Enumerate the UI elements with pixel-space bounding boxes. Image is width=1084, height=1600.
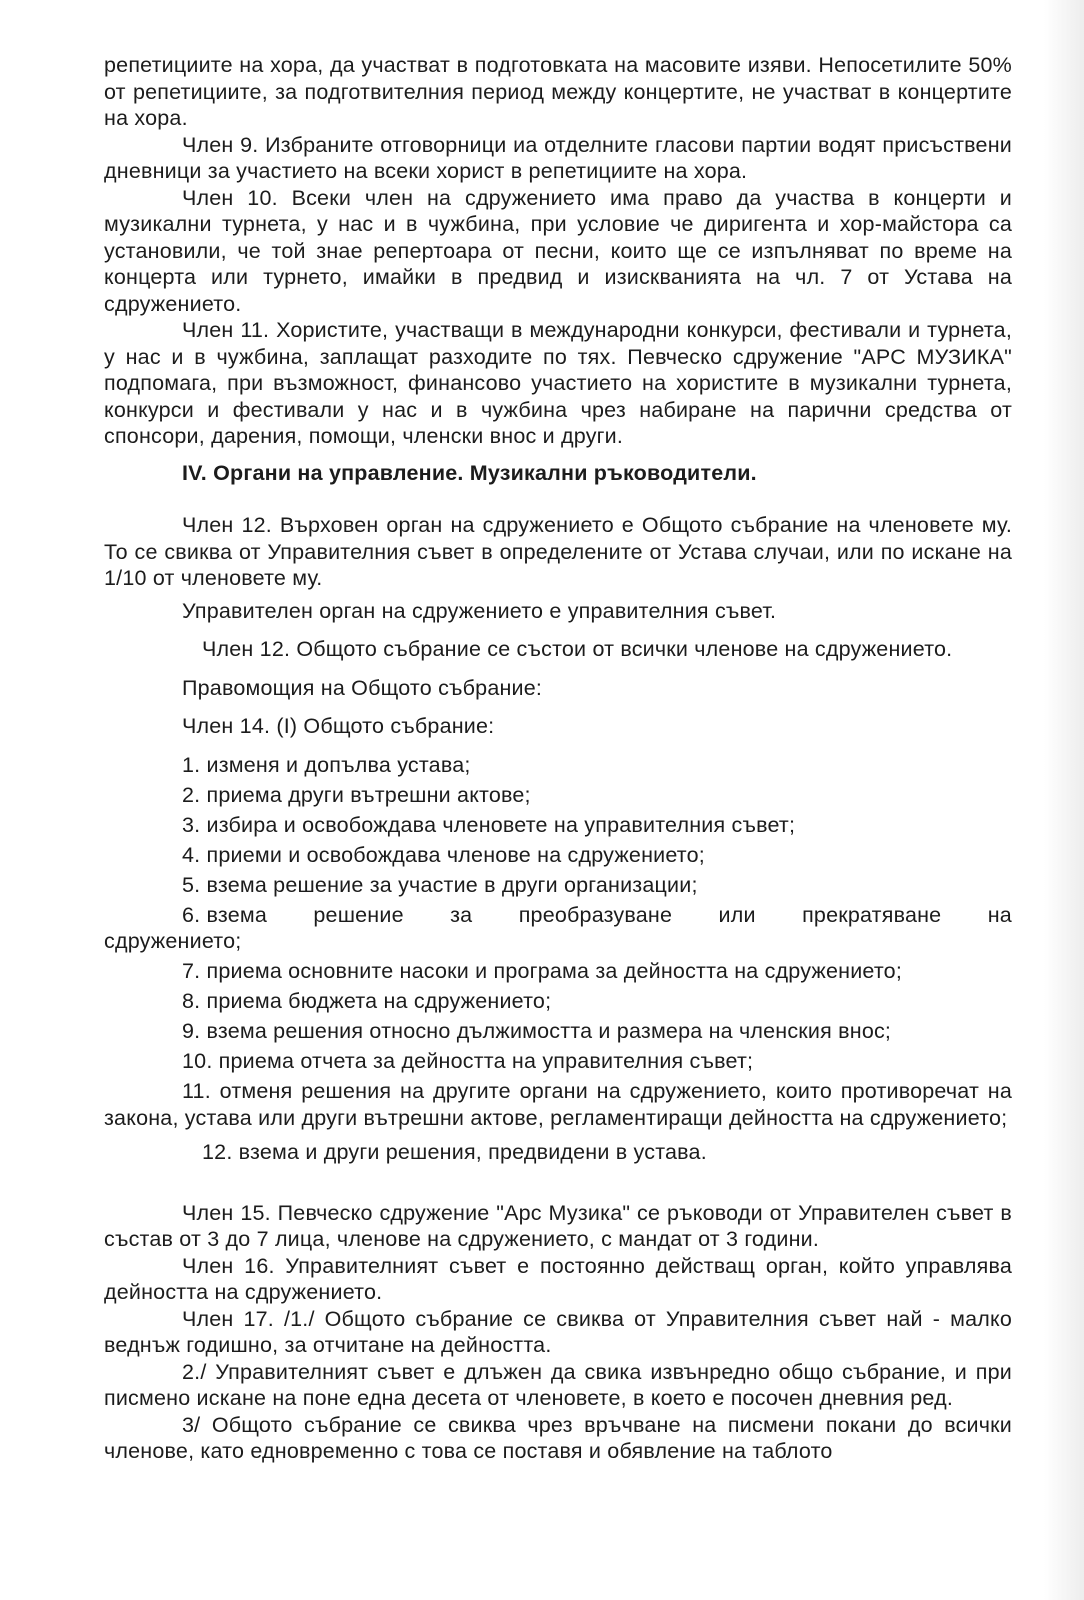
powers-list <box>104 752 1012 1166</box>
paragraph-article-14: Член 14. (I) Общото събрание: <box>182 714 495 738</box>
paragraph-article-16: Член 16. Управителният съвет е постоянно действащ орган, който управлява дейността на сдружението. <box>104 1253 1012 1304</box>
paragraph-article-11: Член 11. Хористите, участващи в международни конкурси, фестивали и турнета, у нас и в чужбина, заплащат разходите по тях. Певческо сдружение "АРС МУЗИКА" подпомага, при възможност, финансово участието на хористите в музикални турнета, конкурси и фестивали у нас и в чужбина чрез набиране на парични средства от спонсори, дарения, помощи, членски внос и други. <box>104 318 1012 448</box>
paragraph-article-12: Член 12. Върховен орган на сдружението е Общото събрание на членовете му. То се свиква от Управителния съвет в определените от Устава случаи, или по искане на 1/10 от членовете му. <box>104 513 1012 590</box>
list-item-6 <box>104 902 1012 929</box>
list-item: 7. приема основните насоки и програма за дейността на сдружението; <box>182 959 903 983</box>
list-item-6-tail: сдружението; <box>104 929 242 953</box>
paragraph-article-17: Член 17. /1./ Общото събрание се свиква от Управителния съвет най - малко веднъж годишно, за отчитане на дейността. <box>104 1306 1012 1357</box>
paragraph-article-15: Член 15. Певческо сдружение "Арс Музика" се ръководи от Управителен съвет в състав от 3 до 7 лица, членове на сдружението, с мандат от 3 години. <box>104 1200 1012 1251</box>
list-item: 3. избира и освобождава членовете на управителния съвет; <box>182 812 796 837</box>
paragraph-article-9: Член 9. Избраните отговорници иа отделните гласови партии водят присъствени дневници за участието на всеки хорист в репетициите на хора. <box>104 132 1012 183</box>
list-item: 4. приеми и освобождава членове на сдружението; <box>182 842 705 867</box>
paragraph-powers-title: Правомощия на Общото събрание: <box>182 675 543 700</box>
list-item-6-word: преобразуване <box>518 902 673 927</box>
list-item-12: 12. взема и други решения, предвидени в устава. <box>202 1140 707 1164</box>
list-item-11: 11. отменя решения на другите органи на сдружението, които противоречат на закона, устава или други вътрешни актове, регламентиращи дейността на сдружението; <box>104 1079 1012 1130</box>
paragraph-intro: репетициите на хора, да участват в подготовката на масовите изяви. Непосетилите 50% от репетициите, за подготвителния период между концертите, не участват в концертите на хора. <box>104 53 1012 130</box>
list-item: 10. приема отчета за дейността на управителния съвет; <box>182 1049 754 1073</box>
paragraph-management-body: Управителен орган на сдружението е управителния съвет. <box>182 598 777 623</box>
list-item: 2. приема други вътрешни актове; <box>182 782 531 807</box>
scan-edge-shadow <box>1044 0 1084 1600</box>
paragraph-article-17-3: 3/ Общото събрание се свиква чрез връчване на писмени покани до всички членове, като едновременно с това се поставя и обявление на таблото <box>104 1412 1012 1463</box>
paragraph-article-17-2: 2./ Управителният съвет е длъжен да свика извънредно общо събрание, и при писмено искане на поне една десета от членовете, в което е посочен дневния ред. <box>104 1359 1012 1410</box>
list-item-6-word: прекратяване <box>802 902 942 927</box>
paragraph-article-12-assembly: Член 12. Общото събрание се състои от всички членове на сдружението. <box>202 637 953 661</box>
list-item-6-word: 6. взема <box>182 902 267 927</box>
list-item: 5. взема решение за участие в други организации; <box>182 872 698 897</box>
section-heading: IV. Органи на управление. Музикални ръководители. <box>182 460 757 485</box>
list-item: 1. изменя и допълва устава; <box>182 752 471 777</box>
list-item-6-word: или <box>718 902 756 927</box>
list-item-6-word: за <box>450 902 473 927</box>
paragraph-article-10: Член 10. Всеки член на сдружението има право да участва в концерти и музикални турнета, у нас и в чужбина, при условие че диригента и хор-майстора са установили, че той знае репертоара от песни, които ще се изпълняват по време на концерта или турнето, имайки в предвид и изискванията на чл. 7 от Устава на сдружението. <box>104 185 1012 316</box>
list-item: 9. взема решения относно дължимостта и размера на членския внос; <box>182 1019 892 1043</box>
list-item-6-word: решение <box>313 902 404 927</box>
list-item: 8. приема бюджета на сдружението; <box>182 989 552 1013</box>
list-item-6-word: на <box>987 902 1012 927</box>
